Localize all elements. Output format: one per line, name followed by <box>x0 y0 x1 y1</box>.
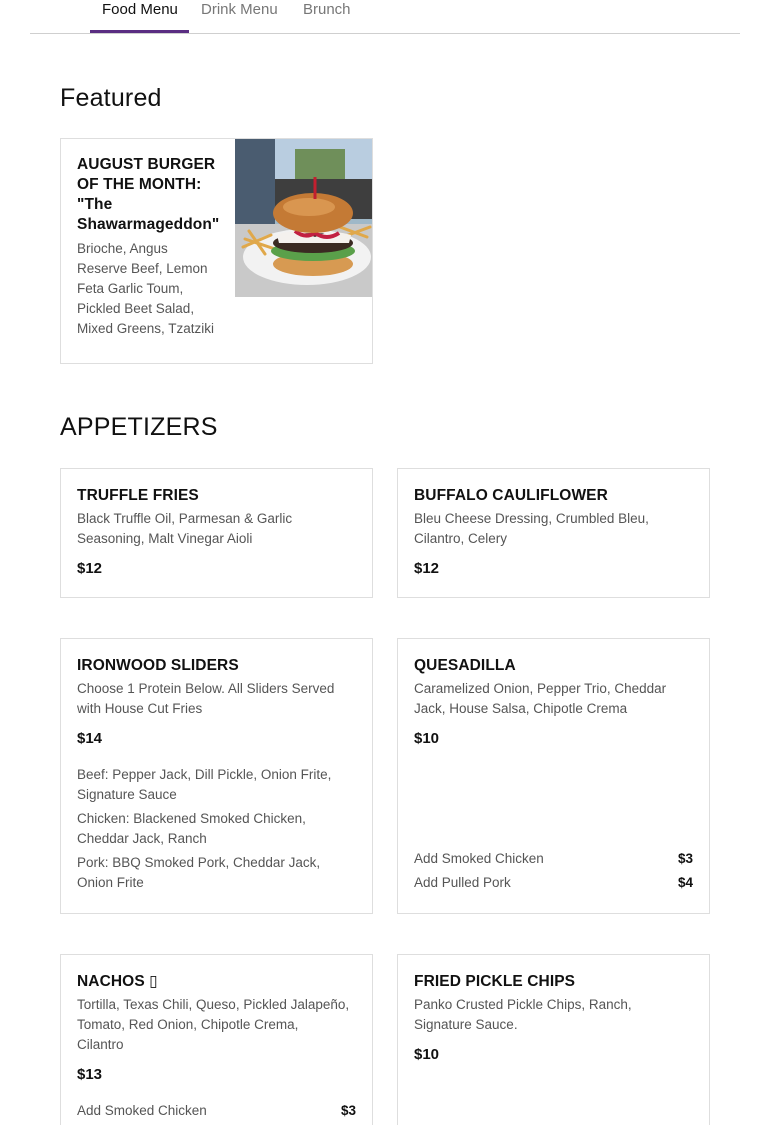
featured-heading: Featured <box>60 84 162 112</box>
desc-line: Caramelized Onion, Pepper Trio, Cheddar <box>414 681 667 696</box>
add-on-price: $4 <box>677 875 693 890</box>
add-on-option <box>77 1101 356 1121</box>
sub-line: Cheddar Jack, Ranch <box>77 831 207 846</box>
desc-line: Cilantro, Celery <box>414 531 508 546</box>
title-line: "The <box>77 196 113 213</box>
sub-line: Chicken: Blackened Smoked Chicken, <box>77 811 306 826</box>
slider-option-pork <box>77 853 357 893</box>
menu-item-card[interactable] <box>60 638 373 914</box>
item-name: BUFFALO CAULIFLOWER <box>414 487 608 504</box>
item-price: $14 <box>77 730 103 747</box>
menu-item-card[interactable] <box>60 954 373 1125</box>
desc-line: Seasoning, Malt Vinegar Aioli <box>77 531 253 546</box>
burger-photo-illustration <box>235 139 372 297</box>
item-description <box>414 509 704 549</box>
item-description <box>414 679 704 719</box>
slider-option-chicken <box>77 809 357 849</box>
add-on-option <box>414 849 693 869</box>
item-price: $13 <box>77 1066 103 1083</box>
menu-item-card[interactable] <box>397 638 710 914</box>
desc-line: Tomato, Red Onion, Chipotle Crema, <box>77 1017 299 1032</box>
item-name: NACHOS ▯ <box>77 973 158 990</box>
desc-line: Jack, House Salsa, Chipotle Crema <box>414 701 628 716</box>
item-price: $12 <box>414 560 440 577</box>
desc-line: Reserve Beef, Lemon <box>77 261 208 276</box>
sub-line: Onion Frite <box>77 875 144 890</box>
item-name: IRONWOOD SLIDERS <box>77 657 239 674</box>
desc-line: Signature Sauce. <box>414 1017 518 1032</box>
add-on-label: Add Smoked Chicken <box>414 851 544 866</box>
item-description <box>77 509 367 549</box>
desc-line: Choose 1 Protein Below. All Sliders Served <box>77 681 335 696</box>
active-tab-indicator <box>90 30 189 33</box>
desc-line: Bleu Cheese Dressing, Crumbled Bleu, <box>414 511 649 526</box>
appetizers-heading: APPETIZERS <box>60 413 218 441</box>
desc-line: Black Truffle Oil, Parmesan & Garlic <box>77 511 293 526</box>
item-name: TRUFFLE FRIES <box>77 487 199 504</box>
add-on-price: $3 <box>340 1103 356 1118</box>
featured-item-title <box>77 155 237 235</box>
add-on-label: Add Pulled Pork <box>414 875 511 890</box>
item-description <box>414 995 704 1035</box>
burger-photo[interactable] <box>235 139 372 297</box>
desc-line: Mixed Greens, Tzatziki <box>77 321 215 336</box>
sub-line: Pork: BBQ Smoked Pork, Cheddar Jack, <box>77 855 321 870</box>
item-description <box>77 679 367 719</box>
featured-card[interactable] <box>60 138 373 364</box>
desc-line: Cilantro <box>77 1037 124 1052</box>
item-name: FRIED PICKLE CHIPS <box>414 973 576 990</box>
desc-line: Panko Crusted Pickle Chips, Ranch, <box>414 997 632 1012</box>
title-line: OF THE MONTH: <box>77 176 202 193</box>
item-price: $10 <box>414 1046 440 1063</box>
menu-item-card[interactable] <box>60 468 373 598</box>
slider-option-beef <box>77 765 357 805</box>
add-on-price: $3 <box>677 851 693 866</box>
desc-line: with House Cut Fries <box>77 701 203 716</box>
sub-line: Signature Sauce <box>77 787 177 802</box>
item-description <box>77 995 367 1055</box>
add-on-label: Add Smoked Chicken <box>77 1103 207 1118</box>
sub-line: Beef: Pepper Jack, Dill Pickle, Onion Frite, <box>77 767 332 782</box>
item-price: $12 <box>77 560 103 577</box>
desc-line: Pickled Beet Salad, <box>77 301 195 316</box>
menu-tabs <box>30 0 740 34</box>
menu-item-card[interactable] <box>397 954 710 1125</box>
desc-line: Tortilla, Texas Chili, Queso, Pickled Jalapeño, <box>77 997 350 1012</box>
add-on-option <box>414 873 693 893</box>
desc-line: Feta Garlic Toum, <box>77 281 184 296</box>
tab-food-menu[interactable]: Food Menu <box>102 1 178 18</box>
desc-line: Brioche, Angus <box>77 241 168 256</box>
title-line: Shawarmageddon" <box>77 216 220 233</box>
title-line: AUGUST BURGER <box>77 156 216 173</box>
featured-item-description <box>77 239 237 339</box>
item-price: $10 <box>414 730 440 747</box>
tab-drink-menu[interactable]: Drink Menu <box>201 1 278 18</box>
tab-brunch[interactable]: Brunch <box>303 1 351 18</box>
item-name: QUESADILLA <box>414 657 516 674</box>
menu-item-card[interactable] <box>397 468 710 598</box>
